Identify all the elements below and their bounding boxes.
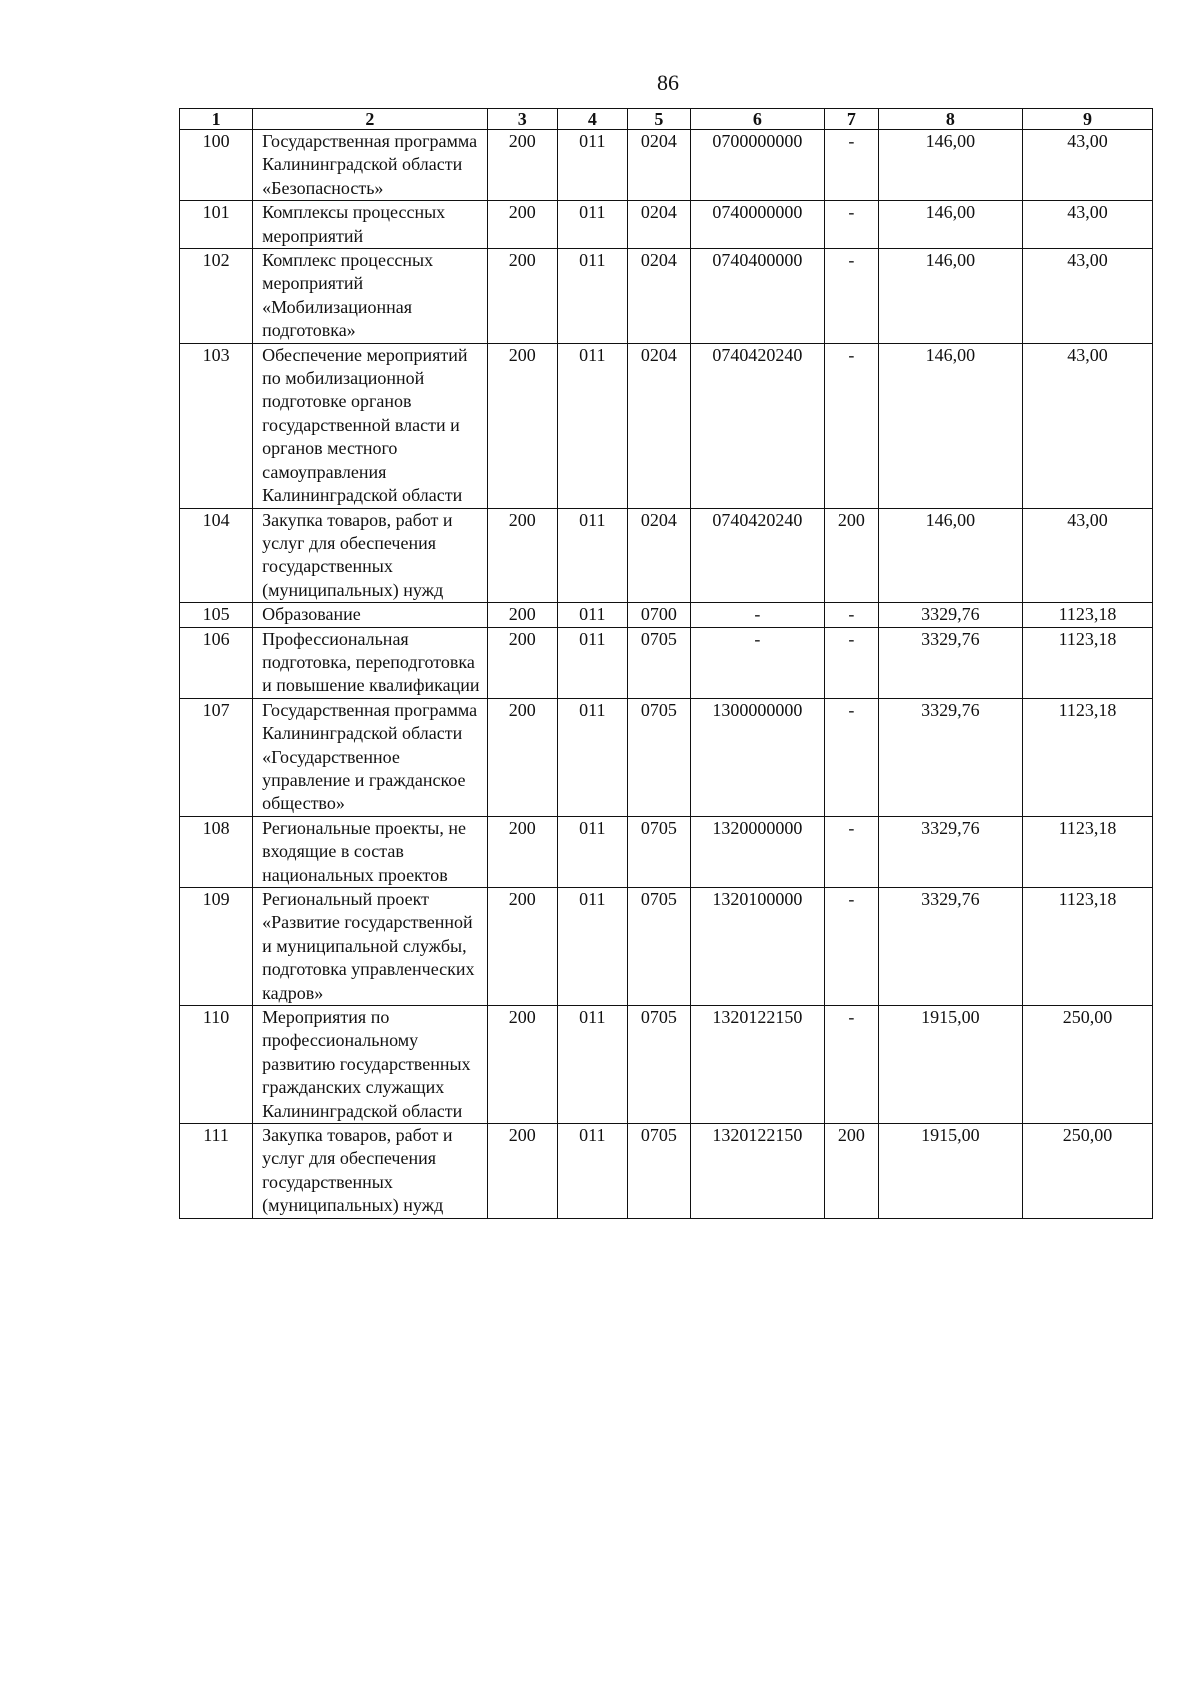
- column-header: 8: [878, 109, 1022, 130]
- column-header: 1: [180, 109, 253, 130]
- amount-cell: 43,00: [1022, 508, 1152, 603]
- amount-cell: 1123,18: [1022, 603, 1152, 627]
- code-cell: 0740420240: [690, 343, 824, 508]
- amount-cell: 250,00: [1022, 1124, 1152, 1219]
- code-cell: 011: [557, 1006, 627, 1124]
- code-cell: 200: [487, 508, 557, 603]
- code-cell: -: [824, 1006, 878, 1124]
- code-cell: 200: [487, 698, 557, 816]
- amount-cell: 1915,00: [878, 1124, 1022, 1219]
- code-cell: 200: [487, 343, 557, 508]
- code-cell: 1320122150: [690, 1006, 824, 1124]
- code-cell: 0705: [627, 627, 690, 698]
- amount-cell: 3329,76: [878, 698, 1022, 816]
- column-header: 5: [627, 109, 690, 130]
- row-number-cell: 107: [180, 698, 253, 816]
- row-number-cell: 108: [180, 816, 253, 887]
- code-cell: 0705: [627, 1006, 690, 1124]
- code-cell: 0204: [627, 201, 690, 249]
- code-cell: -: [824, 627, 878, 698]
- header-row: [180, 109, 1153, 130]
- table-row: [180, 698, 1153, 816]
- table-row: [180, 249, 1153, 344]
- column-header: 6: [690, 109, 824, 130]
- table-body: [180, 130, 1153, 1219]
- table-row: [180, 201, 1153, 249]
- code-cell: 1300000000: [690, 698, 824, 816]
- code-cell: 200: [487, 888, 557, 1006]
- code-cell: -: [824, 130, 878, 201]
- code-cell: 011: [557, 508, 627, 603]
- code-cell: 0204: [627, 343, 690, 508]
- amount-cell: 146,00: [878, 130, 1022, 201]
- code-cell: 0700: [627, 603, 690, 627]
- column-header: 9: [1022, 109, 1152, 130]
- budget-table: [179, 108, 1153, 1219]
- name-cell: Региональный проект «Развитие государственной и муниципальной службы, подготовка управленческих кадров»: [253, 888, 488, 1006]
- code-cell: 200: [487, 627, 557, 698]
- table-row: [180, 130, 1153, 201]
- name-cell: Закупка товаров, работ и услуг для обеспечения государственных (муниципальных) нужд: [253, 1124, 488, 1219]
- code-cell: 200: [487, 130, 557, 201]
- code-cell: -: [824, 249, 878, 344]
- code-cell: 0740000000: [690, 201, 824, 249]
- code-cell: 0700000000: [690, 130, 824, 201]
- amount-cell: 1123,18: [1022, 698, 1152, 816]
- code-cell: 0204: [627, 130, 690, 201]
- table-row: [180, 888, 1153, 1006]
- code-cell: 200: [487, 603, 557, 627]
- code-cell: -: [690, 627, 824, 698]
- row-number-cell: 102: [180, 249, 253, 344]
- amount-cell: 146,00: [878, 508, 1022, 603]
- table-row: [180, 603, 1153, 627]
- amount-cell: 1123,18: [1022, 627, 1152, 698]
- row-number-cell: 109: [180, 888, 253, 1006]
- code-cell: 0204: [627, 249, 690, 344]
- table-row: [180, 508, 1153, 603]
- code-cell: 011: [557, 201, 627, 249]
- name-cell: Региональные проекты, не входящие в состав национальных проектов: [253, 816, 488, 887]
- code-cell: 0705: [627, 1124, 690, 1219]
- code-cell: 200: [824, 508, 878, 603]
- code-cell: 011: [557, 627, 627, 698]
- column-header: 4: [557, 109, 627, 130]
- code-cell: 011: [557, 130, 627, 201]
- column-header: 2: [253, 109, 488, 130]
- code-cell: 1320000000: [690, 816, 824, 887]
- name-cell: Мероприятия по профессиональному развитию государственных гражданских служащих Калининградской области: [253, 1006, 488, 1124]
- amount-cell: 43,00: [1022, 249, 1152, 344]
- code-cell: -: [690, 603, 824, 627]
- name-cell: Государственная программа Калининградской области «Государственное управление и гражданское общество»: [253, 698, 488, 816]
- table-row: [180, 816, 1153, 887]
- column-header: 3: [487, 109, 557, 130]
- code-cell: -: [824, 816, 878, 887]
- code-cell: 0705: [627, 888, 690, 1006]
- amount-cell: 3329,76: [878, 627, 1022, 698]
- table-row: [180, 627, 1153, 698]
- code-cell: -: [824, 698, 878, 816]
- code-cell: 011: [557, 698, 627, 816]
- code-cell: 0740420240: [690, 508, 824, 603]
- name-cell: Обеспечение мероприятий по мобилизационной подготовке органов государственной власти и органов местного самоуправления Калининградской области: [253, 343, 488, 508]
- amount-cell: 43,00: [1022, 343, 1152, 508]
- code-cell: 011: [557, 249, 627, 344]
- table-row: [180, 1006, 1153, 1124]
- row-number-cell: 111: [180, 1124, 253, 1219]
- row-number-cell: 101: [180, 201, 253, 249]
- amount-cell: 43,00: [1022, 201, 1152, 249]
- page-number: 86: [657, 70, 679, 95]
- amount-cell: 1123,18: [1022, 816, 1152, 887]
- code-cell: 200: [487, 1124, 557, 1219]
- code-cell: 200: [487, 1006, 557, 1124]
- code-cell: 0705: [627, 816, 690, 887]
- name-cell: Комплексы процессных мероприятий: [253, 201, 488, 249]
- table-header: [180, 109, 1153, 130]
- name-cell: Государственная программа Калининградской области «Безопасность»: [253, 130, 488, 201]
- amount-cell: 3329,76: [878, 816, 1022, 887]
- code-cell: 200: [487, 249, 557, 344]
- row-number-cell: 104: [180, 508, 253, 603]
- amount-cell: 43,00: [1022, 130, 1152, 201]
- row-number-cell: 100: [180, 130, 253, 201]
- code-cell: 200: [487, 201, 557, 249]
- code-cell: 011: [557, 1124, 627, 1219]
- amount-cell: 146,00: [878, 201, 1022, 249]
- table-row: [180, 1124, 1153, 1219]
- name-cell: Закупка товаров, работ и услуг для обеспечения государственных (муниципальных) нужд: [253, 508, 488, 603]
- code-cell: 1320100000: [690, 888, 824, 1006]
- code-cell: 011: [557, 816, 627, 887]
- code-cell: -: [824, 201, 878, 249]
- code-cell: 0740400000: [690, 249, 824, 344]
- code-cell: 011: [557, 343, 627, 508]
- code-cell: 011: [557, 888, 627, 1006]
- code-cell: -: [824, 888, 878, 1006]
- code-cell: -: [824, 343, 878, 508]
- row-number-cell: 110: [180, 1006, 253, 1124]
- name-cell: Профессиональная подготовка, переподготовка и повышение квалификации: [253, 627, 488, 698]
- code-cell: 1320122150: [690, 1124, 824, 1219]
- amount-cell: 1123,18: [1022, 888, 1152, 1006]
- code-cell: -: [824, 603, 878, 627]
- code-cell: 200: [824, 1124, 878, 1219]
- name-cell: Образование: [253, 603, 488, 627]
- name-cell: Комплекс процессных мероприятий «Мобилизационная подготовка»: [253, 249, 488, 344]
- table-row: [180, 343, 1153, 508]
- amount-cell: 146,00: [878, 343, 1022, 508]
- amount-cell: 146,00: [878, 249, 1022, 344]
- amount-cell: 3329,76: [878, 603, 1022, 627]
- row-number-cell: 103: [180, 343, 253, 508]
- amount-cell: 250,00: [1022, 1006, 1152, 1124]
- code-cell: 200: [487, 816, 557, 887]
- amount-cell: 1915,00: [878, 1006, 1022, 1124]
- row-number-cell: 106: [180, 627, 253, 698]
- code-cell: 011: [557, 603, 627, 627]
- column-header: 7: [824, 109, 878, 130]
- code-cell: 0204: [627, 508, 690, 603]
- amount-cell: 3329,76: [878, 888, 1022, 1006]
- row-number-cell: 105: [180, 603, 253, 627]
- code-cell: 0705: [627, 698, 690, 816]
